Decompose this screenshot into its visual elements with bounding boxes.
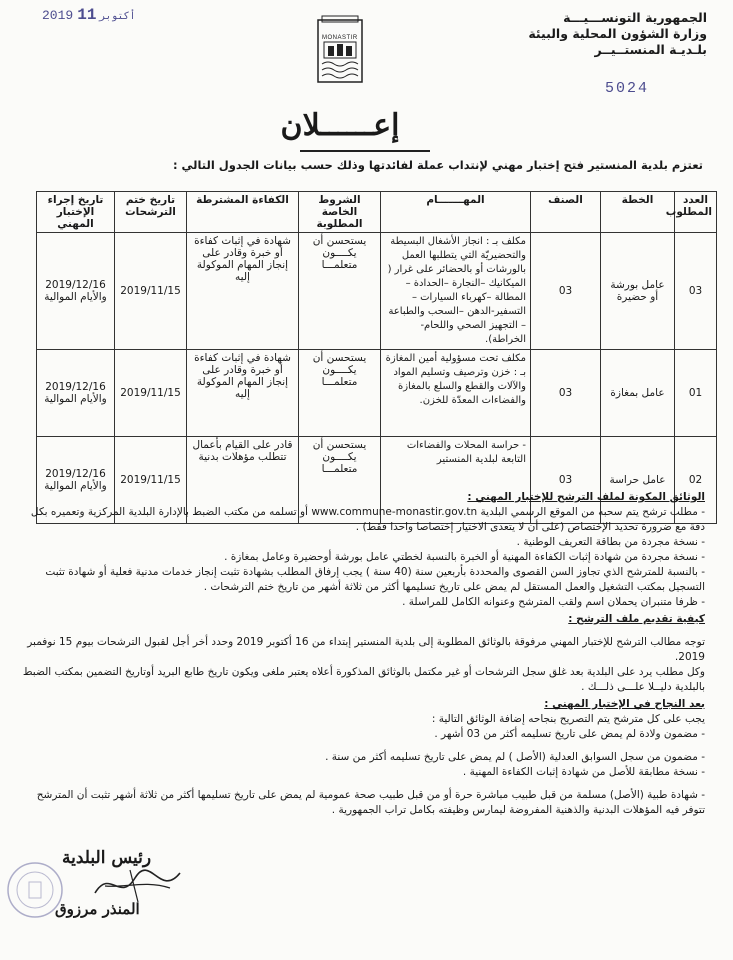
table-cell: قادر على القيام بأعمال تتطلب مؤهلات بدنية <box>187 437 299 524</box>
signatory-name: المنذر مرزوق <box>55 900 140 918</box>
list-item: - بالنسبة للمترشح الذي تجاوز السن القصوى والمحددة بأربعين سنة (40 سنة ) يجب إرفاق المطلب بشهادة تثبت إنجاز خدمات مدنية فعلية أو شهادة تثبت التسجيل بمكتب التشغيل والعمل المستقل لم يمض على تاريخ تسليمها أكثر من ثلاثة أشهر من تاريخ ختم الترشحات . <box>45 566 705 593</box>
column-header: الشروط الخاصة المطلوبة <box>299 192 381 233</box>
column-header: الصنف <box>531 192 601 233</box>
logo-label: MONASTIR <box>322 35 358 41</box>
table-cell: يستحسن أن يكــــون متعلمـــا <box>299 350 381 437</box>
table-cell: 2019/12/16 والأيام الموالية <box>37 350 115 437</box>
table-cell: عامل حراسة <box>601 437 675 524</box>
column-header: العدد المطلوب <box>675 192 717 233</box>
signatory-title: رئيس البلدية <box>62 848 152 868</box>
stamp-year: 2019 <box>42 8 74 23</box>
title-underline <box>300 150 430 152</box>
table-cell: شهادة في إثبات كفاءة أو خبرة وقادر على إنجاز المهام الموكولة إليه <box>187 233 299 350</box>
stamp-day: 11 <box>77 6 97 24</box>
column-header: تاريخ إجراء الإختبار المهني <box>37 192 115 233</box>
table-cell: 2019/12/16 والأيام الموالية <box>37 233 115 350</box>
list-item: - نسخة مجردة من بطاقة التعريف الوطنية . <box>516 536 705 548</box>
table-cell: 03 <box>675 233 717 350</box>
table-cell: مكلف بـ : انجاز الأشغال البسيطة والتحضيريّة التي يتطلبها العمل بالورشات أو بالحضائر على غرار ( الميكانيك –النجارة –الحدادة – المطالة –كهرباء السيارات –التسفير-الدهن –السحب والطباعة – التجهيز الصحي واللحام-الخراطة). <box>381 233 531 350</box>
list-item: - مضمون ولادة لم يمض على تاريخ تسليمه أكثر من 03 أشهر . <box>434 728 705 740</box>
paragraph: وكل مطلب يرد على البلدية بعد غلق سجل الترشحات أو غير مكتمل بالوثائق المذكورة أعلاه يعتبر ملغى ويكون تاريخ طابع البريد أوتاريخ التضمين بمكتب الضبط بالبلدية دليــلا علـــى ذلـــك . <box>22 666 705 693</box>
page-title: إعــــــلان <box>280 108 400 143</box>
table-row <box>37 233 717 350</box>
table-cell: 01 <box>675 350 717 437</box>
how-to-apply-section <box>15 612 705 695</box>
table-cell: يستحسن أن يكــــون متعلمـــا <box>299 233 381 350</box>
column-header: المهـــــــام <box>381 192 531 233</box>
table-cell: يستحسن أن يكــــون متعلمـــا <box>299 437 381 524</box>
column-header: تاريخ ختم الترشحات <box>115 192 187 233</box>
table-cell: 03 <box>531 350 601 437</box>
section-heading: كيفية تقديم ملف الترشح : <box>568 613 705 625</box>
positions-table <box>36 191 717 524</box>
monastir-emblem-icon <box>314 14 366 86</box>
table-cell: 03 <box>531 233 601 350</box>
table-cell: مكلف تحت مسؤولية أمين المغازة بـ : خزن وترصيف وتسليم المواد والآلات والقطع والسلع بالمغازة والفضاءات المعدّة للخزن. <box>381 350 531 437</box>
list-item <box>15 505 705 535</box>
column-header: الكفاءة المشترطة <box>187 192 299 233</box>
issuer-header <box>477 10 707 58</box>
website-link[interactable]: www.commune-monastir.gov.tn <box>311 506 478 518</box>
column-header: الخطة <box>601 192 675 233</box>
table-cell: شهادة في إثبات كفاءة أو خبرة وقادر على إنجاز المهام الموكولة إليه <box>187 350 299 437</box>
table-cell: 2019/12/16 والأيام الموالية <box>37 437 115 524</box>
table-cell: 2019/11/15 <box>115 437 187 524</box>
table-header-row <box>37 192 717 233</box>
doc-item-1-post: أو تسلمه من مكتب الضبط بالإدارة البلدية المركزية وتعميره بكل دقة مع ضرورة تحديد الإختصاص (على أن لا يتعدى الاختيار إختصاصا واحدا فقط) . <box>30 506 705 533</box>
list-item: - نسخة مطابقة للأصل من شهادة إثبات الكفاءة المهنية . <box>462 766 705 778</box>
table-cell: 2019/11/15 <box>115 233 187 350</box>
list-item: - ظرفا متنبران يحملان اسم ولقب المترشح وعنوانه الكامل للمراسلة . <box>402 596 705 608</box>
list-item: - مضمون من سجل السوابق العدلية (الأصل ) لم يمض على تاريخ تسليمه أكثر من سنة . <box>325 751 705 763</box>
header-country: الجمهورية التونســـيـــة <box>563 10 707 25</box>
doc-item-1-pre: - مطلب ترشح يتم سحبه من الموقع الرسمي البلدية <box>480 506 705 518</box>
table-cell: 02 <box>675 437 717 524</box>
header-municipality: بلـديـة المنستــيــر <box>594 42 707 57</box>
reference-number: 5024 <box>605 80 650 97</box>
received-date-stamp <box>42 6 136 24</box>
paragraph: يجب على كل مترشح يتم التصريح بنجاحه إضافة الوثائق التالية : <box>431 713 705 725</box>
header-ministry: وزارة الشؤون المحلية والبيئة <box>528 26 707 41</box>
list-item: - شهادة طبية (الأصل) مسلمة من قبل طبيب مباشرة حرة أو من قبل طبيب صحة عمومية لم يمض على تاريخ تسليمها أكثر من ثلاثة أشهر تثبت أن المترشح تتوفر فيه المؤهلات البدنية والذهنية المفروضة ليمارس وظيفته بكامل تراب الجمهورية . <box>36 789 705 816</box>
documents-section <box>15 490 705 610</box>
stamp-month: أكتوبر <box>99 12 136 23</box>
table-row <box>37 350 717 437</box>
after-success-section <box>15 697 705 818</box>
table-cell: 2019/11/15 <box>115 350 187 437</box>
table-cell: عامل بمغازة <box>601 350 675 437</box>
section-heading: بعد النجاح في الإختبار المهني : <box>544 698 705 710</box>
table-cell: عامل بورشة أو حضيرة <box>601 233 675 350</box>
list-item: - نسخة مجردة من شهادة إثبات الكفاءة المهنية أو الخبرة بالنسبة لخطتي عامل بورشة أوحضيرة وعامل بمغازة . <box>224 551 705 563</box>
table-cell: - حراسة المحلات والفضاءات التابعة لبلدية المنستير <box>381 437 531 524</box>
table-cell: 03 <box>531 437 601 524</box>
intro-text: تعتزم بلدية المنستير فتح إختبار مهني لإنتداب عملة لفائدتها وذلك حسب بيانات الجدول التالي : <box>172 158 703 172</box>
section-heading: الوثائق المكونة لملف الترشح للإختبار المهني : <box>467 491 705 503</box>
paragraph: توجه مطالب الترشح للإختبار المهني مرفوقة بالوثائق المطلوبة إلى بلدية المنستير إبتداء من 16 أكتوبر 2019 وحدد أخر أجل لقبول الترشحات بيوم 15 نوفمبر 2019. <box>27 636 705 663</box>
